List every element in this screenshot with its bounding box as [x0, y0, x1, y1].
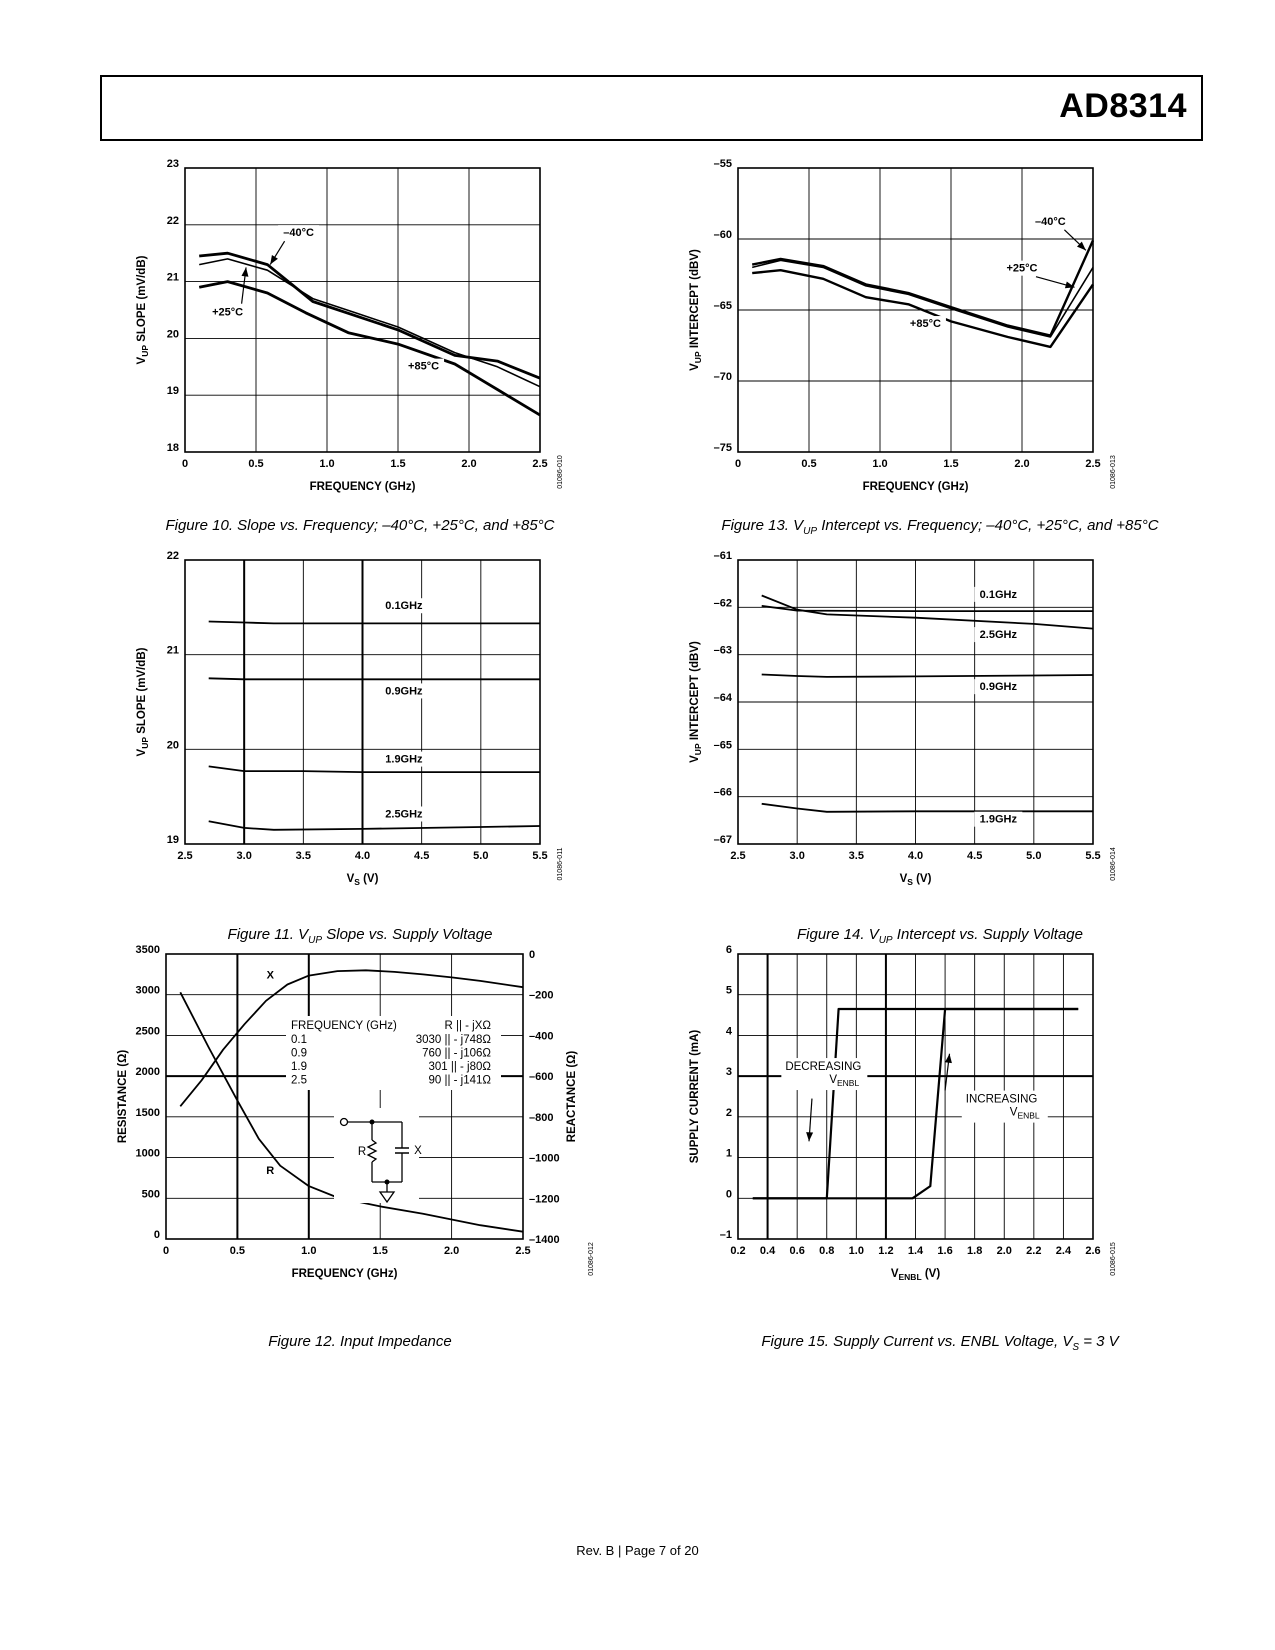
x-tick-label: 2.0: [461, 458, 477, 470]
annotation-label: +25°C: [212, 306, 244, 319]
circuit-input-node: [341, 1119, 348, 1126]
y-tick-label: 22: [166, 214, 179, 227]
annotation-label: 1.9GHz: [385, 753, 423, 766]
x-tick-label: 4.0: [354, 850, 371, 862]
x-tick-label: 4.5: [414, 850, 430, 862]
y-tick-label: 19: [166, 385, 179, 398]
fig13-plot: [689, 158, 1117, 493]
y-tick-label: 21: [166, 644, 179, 657]
impedance-table-header: R || - jXΩ: [444, 1020, 491, 1032]
y-tick-label: 4: [725, 1025, 732, 1038]
y-tick-label: 5: [725, 984, 732, 997]
y2-tick-label: –1000: [529, 1152, 560, 1165]
figure-13-caption: [640, 517, 1240, 537]
caption-text: Figure 10. Slope vs. Frequency; –40°C, +25°C, and +85°C: [165, 517, 555, 534]
caption-text: Intercept vs. Supply Voltage: [892, 926, 1083, 943]
annotation-label: 0.9GHz: [385, 685, 423, 698]
impedance-table-cell: 760 || - j106Ω: [422, 1047, 491, 1060]
impedance-table-cell: 3030 || - j748Ω: [415, 1034, 491, 1046]
x-axis-label-part: V: [890, 1268, 899, 1280]
x-axis-label-part: (V): [921, 1268, 941, 1280]
y-tick-label: 3500: [135, 944, 160, 956]
x-tick-label: 2.6: [1085, 1245, 1101, 1257]
y-axis-label: [136, 255, 150, 364]
y2-tick-label: –800: [529, 1111, 554, 1124]
y-axis-label-subscript: UP: [140, 736, 150, 749]
annotation-label: –40°C: [283, 227, 314, 240]
y-tick-label: 20: [166, 328, 179, 341]
impedance-table-header: FREQUENCY (GHz): [291, 1020, 397, 1032]
figure-code: 01086-014: [1110, 847, 1117, 881]
figure-14-caption: [640, 926, 1240, 946]
caption-text: = 3 V: [1079, 1333, 1119, 1350]
x-tick-label: 1.0: [319, 458, 335, 470]
y-tick-label: –60: [713, 229, 732, 241]
x-tick-label: 4.5: [967, 850, 983, 862]
x-axis-label: FREQUENCY (GHz): [309, 481, 416, 493]
figure-code: 01086-011: [557, 847, 564, 881]
x-axis-label-subscript: ENBL: [898, 1272, 922, 1282]
x-tick-label: 0.2: [730, 1245, 746, 1257]
annotation-arrowhead: [241, 267, 248, 276]
annotation-label: +85°C: [909, 318, 941, 331]
x-tick-label: 3.5: [848, 850, 864, 862]
series-line: [762, 606, 1093, 611]
annotation-label: 0.1GHz: [385, 600, 423, 613]
caption-text: Figure 12. Input Impedance: [268, 1333, 452, 1350]
series-line: [209, 766, 540, 772]
fig13-chart: [640, 160, 1275, 540]
y2-tick-label: –400: [529, 1030, 554, 1043]
impedance-circuit: [334, 1108, 422, 1203]
figure-15-supply-current-vs-enbl: [640, 944, 1275, 1350]
figure-code: 01086-015: [1110, 1242, 1117, 1276]
series-line: [209, 622, 540, 624]
x-tick-label: 2.2: [1026, 1245, 1042, 1257]
y-tick-label: –65: [713, 739, 732, 752]
fig15-chart: [640, 944, 1275, 1350]
annotation-label: 2.5GHz: [385, 808, 423, 821]
y-tick-label: –75: [713, 442, 732, 454]
part-number: AD8314: [1059, 87, 1187, 125]
annotation-sublabel-subscript: ENBL: [837, 1078, 860, 1089]
y-tick-label: 2000: [135, 1066, 160, 1079]
annotation-arrowhead: [945, 1054, 952, 1063]
x-axis-label: [900, 873, 932, 887]
annotation-label: +85°C: [408, 360, 440, 373]
annotation-label: 1.9GHz: [979, 813, 1017, 826]
x-axis-label: [347, 873, 379, 887]
y-axis-label: [689, 249, 703, 371]
fig14-chart: [640, 550, 1275, 945]
y-tick-label: 22: [166, 550, 179, 562]
y-tick-label: –65: [713, 300, 732, 312]
x-axis-label: FREQUENCY (GHz): [291, 1268, 398, 1280]
y-tick-label: 1000: [135, 1147, 160, 1160]
y-tick-label: 0: [725, 1188, 732, 1201]
x-tick-label: 0.8: [819, 1245, 835, 1257]
y-tick-label: 3000: [135, 984, 160, 997]
y-axis-label: RESISTANCE (Ω): [117, 1049, 129, 1144]
x-tick-label: 1.5: [943, 458, 959, 470]
x-tick-label: 2.0: [443, 1245, 460, 1257]
y-tick-label: 0: [153, 1229, 160, 1241]
fig10-plot: [136, 158, 564, 493]
annotation-label: DECREASING: [785, 1061, 862, 1074]
figure-10-slope-vs-frequency: [0, 160, 640, 540]
x-axis-label-subscript: S: [907, 877, 913, 887]
caption-text: Figure 14. V: [796, 926, 879, 943]
page-footer: Rev. B | Page 7 of 20: [576, 1543, 699, 1558]
y-tick-label: 18: [166, 442, 179, 454]
y-tick-label: –64: [713, 692, 732, 704]
x-tick-label: 2.5: [730, 850, 746, 862]
y-tick-label: 3: [725, 1066, 732, 1079]
x-tick-label: 0.6: [789, 1245, 805, 1257]
figure-13-intercept-vs-frequency: [640, 160, 1275, 540]
annotation-label: 0.9GHz: [979, 681, 1017, 694]
x-tick-label: 0.5: [248, 458, 264, 470]
x-tick-label: 1.8: [967, 1245, 983, 1257]
x-axis-label: [891, 1268, 941, 1282]
y-tick-label: –55: [713, 158, 732, 170]
figure-12-caption: [0, 1333, 720, 1350]
caption-text: Figure 15. Supply Current vs. ENBL Voltage, V: [761, 1333, 1073, 1350]
y2-tick-label: –600: [529, 1071, 554, 1084]
annotation-sublabel-subscript: ENBL: [1017, 1110, 1040, 1121]
series-line: [209, 821, 540, 830]
y-tick-label: –66: [713, 786, 732, 799]
caption-text: Figure 11. V: [227, 926, 309, 943]
x-tick-label: 3.0: [789, 850, 805, 862]
annotation-label: +25°C: [1006, 262, 1038, 275]
y2-tick-label: –1200: [529, 1193, 560, 1206]
x-tick-label: 0: [181, 458, 189, 470]
annotation-label: 2.5GHz: [979, 629, 1017, 642]
circuit-label-r: R: [357, 1146, 367, 1158]
y-axis-label-part: SLOPE (mV/dB): [136, 647, 148, 737]
figure-11-slope-vs-supply: [0, 550, 640, 945]
annotation-sublabel-part: V: [829, 1074, 838, 1087]
x-tick-label: 0: [734, 458, 742, 470]
y2-tick-label: 0: [529, 949, 536, 961]
series-line: [199, 253, 540, 378]
y-axis-label-part: V: [136, 748, 148, 757]
x-tick-label: 2.4: [1055, 1245, 1072, 1257]
y-tick-label: –1: [719, 1229, 732, 1241]
fig15-plot: [689, 944, 1117, 1282]
x-tick-label: 1.5: [390, 458, 406, 470]
series-line: [209, 678, 540, 679]
fig11-plot: [136, 550, 564, 887]
x-tick-label: 4.0: [907, 850, 924, 862]
y2-tick-label: –1400: [529, 1234, 560, 1246]
x-tick-label: 1.0: [301, 1245, 317, 1257]
caption-subscript: UP: [308, 935, 323, 946]
series-line: [762, 596, 1093, 629]
fig12-chart: [0, 944, 640, 1350]
caption-subscript: S: [1072, 1342, 1080, 1353]
x-tick-label: 3.0: [236, 850, 252, 862]
y-tick-label: –67: [713, 834, 732, 846]
annotation-label: –40°C: [1035, 215, 1066, 228]
x-axis-label-subscript: S: [354, 877, 360, 887]
impedance-table-cell: 90 || - j141Ω: [428, 1074, 491, 1087]
annotation-label: INCREASING: [965, 1093, 1038, 1106]
y-tick-label: 2: [725, 1106, 732, 1119]
annotation-label: R: [266, 1164, 275, 1177]
x-tick-label: 1.5: [372, 1245, 388, 1257]
y-tick-label: –61: [713, 550, 732, 562]
impedance-table-cell: 1.9: [291, 1061, 307, 1073]
figure-15-caption: [640, 1333, 1240, 1353]
x-tick-label: 5.0: [473, 850, 489, 862]
y-tick-label: 19: [166, 834, 179, 846]
x-tick-label: 0.5: [801, 458, 817, 470]
y-axis-label-part: V: [689, 363, 701, 371]
y-tick-label: 21: [166, 271, 179, 284]
caption-text: Slope vs. Supply Voltage: [322, 926, 493, 943]
caption-text: Intercept vs. Frequency; –40°C, +25°C, and +85°C: [817, 517, 1159, 534]
figure-14-intercept-vs-supply: [640, 550, 1275, 945]
y-axis-label: SUPPLY CURRENT (mA): [689, 1029, 701, 1164]
figure-11-caption: [0, 926, 720, 946]
y-tick-label: 1500: [135, 1106, 160, 1119]
x-tick-label: 2.5: [515, 1245, 531, 1257]
x-axis-label-part: (V): [912, 873, 932, 885]
y-axis-label-part: V: [689, 755, 701, 763]
x-tick-label: 1.2: [878, 1245, 894, 1257]
y-tick-label: –63: [713, 644, 732, 657]
y-tick-label: 20: [166, 739, 179, 752]
x-axis-label-part: V: [899, 873, 908, 885]
y-axis-label-part: INTERCEPT (dBV): [689, 249, 701, 352]
y-tick-label: –62: [713, 597, 732, 610]
x-tick-label: 0.5: [229, 1245, 246, 1257]
x-tick-label: 1.0: [848, 1245, 864, 1257]
circuit-label-x: X: [414, 1145, 422, 1157]
x-axis-label: FREQUENCY (GHz): [862, 481, 969, 493]
fig10-chart: [0, 160, 640, 540]
x-tick-label: 1.6: [937, 1245, 953, 1257]
x-tick-label: 0: [162, 1245, 170, 1257]
x-tick-label: 3.5: [295, 850, 311, 862]
series-line: [762, 675, 1093, 677]
y-axis-label: [136, 647, 150, 756]
figure-code: 01086-012: [588, 1242, 595, 1276]
series-line: [199, 259, 540, 387]
fig12-plot: [117, 944, 595, 1280]
x-tick-label: 2.0: [996, 1245, 1012, 1257]
impedance-table-cell: 2.5: [291, 1074, 307, 1087]
x-axis-label-part: V: [346, 873, 355, 885]
annotation-sublabel-part: V: [1009, 1106, 1018, 1119]
y-axis-label-part: V: [136, 356, 148, 365]
y-tick-label: 6: [725, 944, 732, 956]
figure-12-input-impedance: [0, 944, 640, 1350]
x-tick-label: 2.0: [1014, 458, 1030, 470]
x-tick-label: 5.0: [1026, 850, 1042, 862]
page-header: [100, 75, 1203, 141]
x-tick-label: 1.0: [872, 458, 888, 470]
caption-subscript: UP: [803, 526, 818, 537]
x-tick-label: 0.4: [759, 1245, 776, 1257]
figure-code: 01086-010: [557, 455, 564, 489]
y-axis-label: [689, 641, 703, 763]
caption-subscript: UP: [878, 935, 893, 946]
caption-text: Figure 13. V: [721, 517, 804, 534]
annotation-arrowhead: [806, 1132, 813, 1141]
figure-10-caption: [0, 517, 720, 534]
y-axis-label-part: SLOPE (mV/dB): [136, 255, 148, 345]
y-tick-label: 500: [141, 1188, 160, 1201]
x-tick-label: 2.5: [1085, 458, 1101, 470]
annotation-label: 0.1GHz: [979, 588, 1017, 601]
impedance-table-cell: 0.9: [291, 1047, 307, 1060]
y-tick-label: 23: [166, 158, 179, 170]
x-tick-label: 2.5: [177, 850, 193, 862]
y-axis-label-subscript: UP: [693, 351, 703, 364]
impedance-table-cell: 301 || - j80Ω: [428, 1061, 491, 1073]
series-line: [762, 804, 1093, 812]
y2-tick-label: –200: [529, 989, 554, 1002]
figure-code: 01086-013: [1110, 455, 1117, 489]
y-tick-label: 1: [725, 1147, 732, 1160]
y-tick-label: 2500: [135, 1025, 160, 1038]
x-tick-label: 2.5: [532, 458, 548, 470]
y-axis-label-part: INTERCEPT (dBV): [689, 641, 701, 744]
y-tick-label: –70: [713, 371, 732, 383]
y-axis-label-subscript: UP: [693, 743, 703, 756]
fig11-chart: [0, 550, 640, 945]
x-tick-label: 5.5: [1085, 850, 1101, 862]
y2-axis-label: REACTANCE (Ω): [566, 1050, 578, 1143]
annotation-arrowhead: [270, 255, 278, 264]
fig14-plot: [689, 550, 1117, 887]
x-axis-label-part: (V): [359, 873, 379, 885]
x-tick-label: 1.4: [907, 1245, 924, 1257]
y-axis-label-subscript: UP: [140, 344, 150, 357]
annotation-label: X: [266, 969, 274, 982]
impedance-table-cell: 0.1: [291, 1034, 307, 1046]
x-tick-label: 5.5: [532, 850, 548, 862]
